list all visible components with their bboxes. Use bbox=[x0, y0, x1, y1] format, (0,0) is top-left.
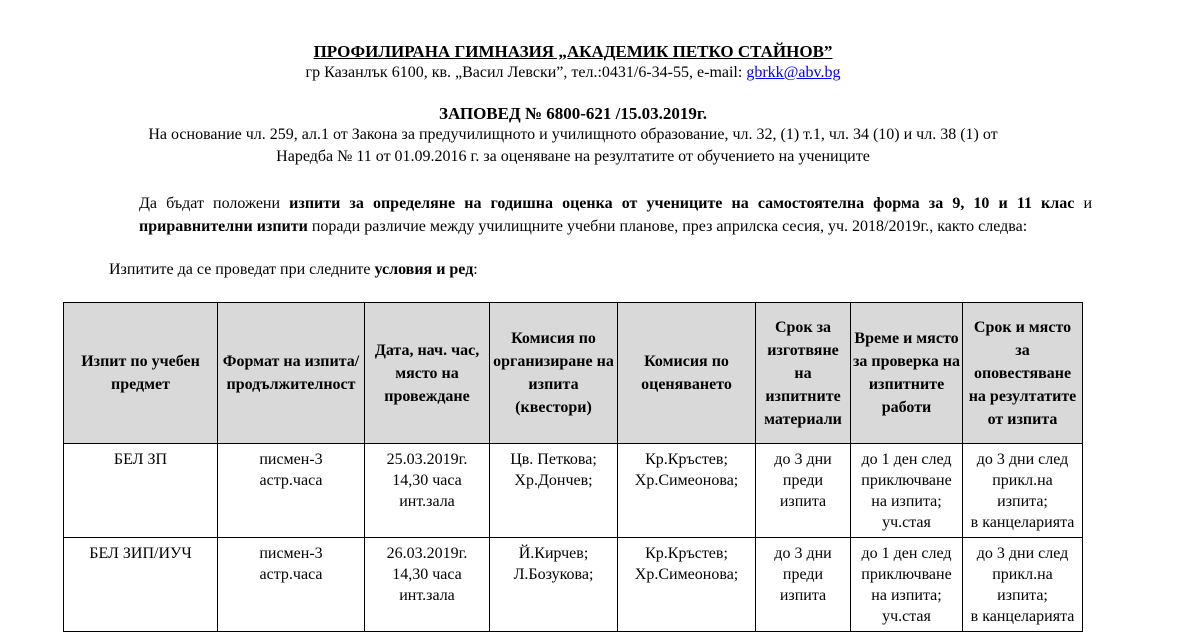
cell-subject bbox=[64, 538, 218, 632]
cell-line: до 1 ден след bbox=[861, 451, 952, 468]
cell-line: БЕЛ ЗИП/ИУЧ bbox=[89, 545, 192, 562]
cell-date bbox=[365, 538, 490, 632]
cell-line: изпита; bbox=[997, 587, 1048, 604]
cell-line: уч.стая bbox=[882, 608, 931, 625]
order-basis-line-1: На основание чл. 259, ал.1 от Закона за предучилищното и училищното образование, чл. 32, (1) т.1, чл. 34 (10) и чл. 38 (1) от bbox=[148, 126, 998, 143]
para-bold-1: изпити за определяне на годишна оценка от учениците на самостоятелна форма за 9, 10 и 11 клас bbox=[289, 195, 1075, 212]
header-evaluators: Комисия по оценяването bbox=[618, 303, 756, 444]
cell-line: приключване bbox=[861, 566, 952, 583]
cell-organizers bbox=[490, 538, 618, 632]
cell-line: приключване bbox=[861, 472, 952, 489]
para-text-1: Да бъдат положени bbox=[139, 195, 290, 212]
para-text-2: и bbox=[1074, 195, 1093, 212]
cell-line: уч.стая bbox=[882, 514, 931, 531]
cell-line: 14,30 часа bbox=[392, 472, 462, 489]
cell-line: 25.03.2019г. bbox=[386, 451, 468, 468]
cell-line: инт.зала bbox=[399, 587, 455, 604]
cell-line: 26.03.2019г. bbox=[386, 545, 468, 562]
header-date: Дата, нач. час, място на провеждане bbox=[365, 303, 490, 444]
cell-announce bbox=[963, 444, 1083, 538]
header-check: Време и място за проверка на изпитните работи bbox=[851, 303, 963, 444]
conditions-bold: условия и ред bbox=[374, 261, 474, 278]
cell-line: на изпита; bbox=[871, 587, 942, 604]
cell-line: до 3 дни bbox=[774, 451, 832, 468]
table-header-row bbox=[64, 303, 1083, 444]
cell-date bbox=[365, 444, 490, 538]
cell-subject bbox=[64, 444, 218, 538]
cell-check bbox=[851, 538, 963, 632]
cell-line: преди bbox=[782, 472, 824, 489]
exam-schedule-table bbox=[63, 302, 1083, 632]
header-deadline: Срок за изготвяне на изпитните материали bbox=[756, 303, 851, 444]
cell-evaluators bbox=[618, 444, 756, 538]
cell-line: астр.часа bbox=[259, 566, 323, 583]
cell-line: до 1 ден след bbox=[861, 545, 952, 562]
cell-format bbox=[218, 538, 365, 632]
school-address bbox=[0, 64, 1146, 82]
cell-line: Хр.Симеонова; bbox=[634, 566, 739, 583]
cell-line: до 3 дни след bbox=[976, 545, 1069, 562]
table-row bbox=[64, 444, 1083, 538]
cell-line: 14,30 часа bbox=[392, 566, 462, 583]
cell-organizers bbox=[490, 444, 618, 538]
cell-line: в канцеларията bbox=[970, 608, 1075, 625]
header-announce: Срок и място за оповестяване на резултатите от изпита bbox=[963, 303, 1083, 444]
cell-line: Хр.Дончев; bbox=[514, 472, 593, 489]
cell-line: изпита; bbox=[997, 493, 1048, 510]
cell-line: Й.Кирчев; bbox=[518, 545, 589, 562]
cell-check bbox=[851, 444, 963, 538]
conditions-line bbox=[109, 261, 478, 279]
cell-format bbox=[218, 444, 365, 538]
email-link[interactable]: gbrkk@abv.bg bbox=[746, 64, 841, 81]
order-basis-line-2: Наредба № 11 от 01.09.2016 г. за оценяване на резултатите от обучението на учениците bbox=[276, 148, 870, 165]
cell-line: в канцеларията bbox=[970, 514, 1075, 531]
cell-line: инт.зала bbox=[399, 493, 455, 510]
table-row bbox=[64, 538, 1083, 632]
cell-line: на изпита; bbox=[871, 493, 942, 510]
school-name: ПРОФИЛИРАНА ГИМНАЗИЯ „АКАДЕМИК ПЕТКО СТАЙНОВ” bbox=[313, 42, 833, 61]
cell-line: прикл.на bbox=[992, 472, 1053, 489]
header-format: Формат на изпита/ продължителност bbox=[218, 303, 365, 444]
cell-line: Цв. Петкова; bbox=[510, 451, 597, 468]
cell-line: Л.Бозукова; bbox=[513, 566, 594, 583]
order-paragraph bbox=[139, 192, 1092, 238]
cell-line: астр.часа bbox=[259, 472, 323, 489]
cell-line: Хр.Симеонова; bbox=[634, 472, 739, 489]
cell-line: Кр.Кръстев; bbox=[645, 545, 728, 562]
cell-line: изпита bbox=[779, 587, 827, 604]
cell-line: Кр.Кръстев; bbox=[645, 451, 728, 468]
para-bold-2: приравнителни изпити bbox=[139, 218, 308, 235]
header-subject: Изпит по учебен предмет bbox=[64, 303, 218, 444]
cell-line: до 3 дни след bbox=[976, 451, 1069, 468]
address-text: гр Казанлък 6100, кв. „Васил Левски”, тел.:0431/6-34-55, e-mail: bbox=[305, 64, 747, 81]
order-title: ЗАПОВЕД № 6800-621 /15.03.2019г. bbox=[439, 104, 707, 123]
cell-line: писмен-3 bbox=[259, 451, 323, 468]
cell-deadline bbox=[756, 444, 851, 538]
cell-line: преди bbox=[782, 566, 824, 583]
para-text-3: поради различие между училищните учебни планове, през априлска сесия, уч. 2018/2019г., както следва: bbox=[307, 218, 1028, 235]
cell-line: изпита bbox=[779, 493, 827, 510]
cell-announce bbox=[963, 538, 1083, 632]
cell-line: до 3 дни bbox=[774, 545, 832, 562]
conditions-text: Изпитите да се проведат при следните bbox=[109, 261, 375, 278]
cell-deadline bbox=[756, 538, 851, 632]
cell-line: прикл.на bbox=[992, 566, 1053, 583]
conditions-tail: : bbox=[473, 261, 478, 278]
cell-evaluators bbox=[618, 538, 756, 632]
cell-line: БЕЛ ЗП bbox=[113, 451, 168, 468]
header-organizers: Комисия по организиране на изпита (квестори) bbox=[490, 303, 618, 444]
cell-line: писмен-3 bbox=[259, 545, 323, 562]
